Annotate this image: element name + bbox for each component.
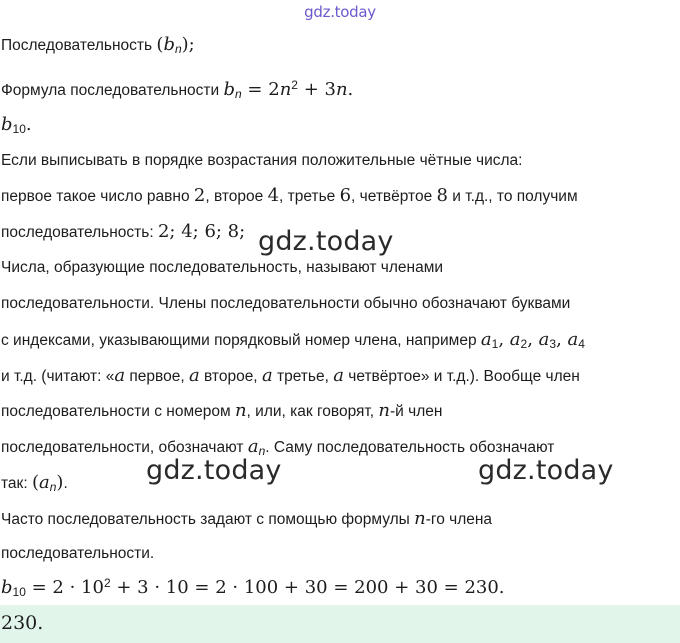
text: четвёртое» и т.д.). Вообще член <box>343 368 580 385</box>
answer-value: 230. <box>1 612 44 634</box>
math: a <box>509 329 521 350</box>
math: + 3 <box>297 79 336 100</box>
math-sub: n <box>49 480 57 494</box>
math-sup: 2 <box>103 576 111 590</box>
text: Если выписывать в порядке возрастания положительные чётные числа: <box>1 152 523 169</box>
math-sub: 4 <box>578 337 585 351</box>
text: второе, <box>199 368 262 385</box>
paragraph-line <box>1 509 492 530</box>
math: . <box>25 114 32 135</box>
math: a <box>567 329 579 350</box>
math: a <box>480 329 492 350</box>
text: третье, <box>272 368 334 385</box>
math: n <box>279 79 292 100</box>
math: + 3 · 10 = 2 · 100 + 30 = 200 + 30 = 230. <box>110 577 505 598</box>
text: первое, <box>125 368 189 385</box>
math: , <box>498 329 510 350</box>
math: n <box>378 400 391 421</box>
math: 4 <box>267 185 280 206</box>
math-sub: 10 <box>12 122 26 136</box>
paragraph-line <box>1 401 442 422</box>
math: 8 <box>436 185 448 206</box>
sequence-intro <box>1 35 195 56</box>
target-term <box>1 115 32 136</box>
text: Числа, образующие последовательность, называют членами <box>1 259 444 276</box>
text: . <box>63 475 68 492</box>
math: , <box>556 329 568 350</box>
text: , третье <box>279 188 340 205</box>
answer-box <box>0 605 680 643</box>
watermark: gdz.today <box>146 455 282 486</box>
math: b <box>1 114 13 135</box>
math: 6 <box>339 185 352 206</box>
text: -й член <box>390 403 443 420</box>
text: -го члена <box>425 511 493 528</box>
paragraph-line <box>1 330 585 351</box>
math: 2 <box>193 185 206 206</box>
paragraph-line <box>1 294 570 314</box>
math: = 2 · 10 <box>25 577 104 598</box>
math: b <box>163 34 175 55</box>
math: = 2 <box>241 79 280 100</box>
math-sub: n <box>258 444 266 458</box>
math: a <box>333 365 344 386</box>
math: a <box>538 329 550 350</box>
math-sub: n <box>235 87 242 101</box>
text: и т.д. (читают: « <box>1 368 115 385</box>
text: последовательности, обозначают <box>1 439 248 456</box>
solution-formula <box>1 578 505 599</box>
math: a <box>114 365 126 386</box>
paragraph-line <box>1 186 578 207</box>
text: последовательности. <box>1 545 155 562</box>
text: последовательность: <box>1 224 158 241</box>
math: a <box>261 365 273 386</box>
math: n <box>414 508 426 529</box>
watermark: gdz.today <box>478 455 614 486</box>
math: b <box>223 79 236 100</box>
paragraph-line <box>1 366 580 387</box>
paragraph-line <box>1 544 154 564</box>
math: . <box>347 79 354 100</box>
math: n <box>335 79 348 100</box>
math-sup: 2 <box>291 78 298 92</box>
math: , <box>527 329 539 350</box>
math: a <box>38 472 50 493</box>
text: последовательности. Члены последовательности обычно обозначают буквами <box>1 295 571 312</box>
math-sub: 3 <box>549 337 557 351</box>
math: b <box>1 577 13 598</box>
paragraph-line <box>1 473 68 494</box>
math-sub: 10 <box>12 585 26 599</box>
formula-line <box>1 80 353 101</box>
watermark-top: gdz.today <box>304 3 376 21</box>
text: , или, как говорят, <box>246 403 379 420</box>
text: так: <box>1 475 32 492</box>
text: с индексами, указывающими порядковый номер члена, например <box>1 332 481 349</box>
math: a <box>247 436 259 457</box>
math: a <box>188 365 200 386</box>
math: ( <box>156 34 164 55</box>
math: n <box>234 400 247 421</box>
paragraph-line <box>1 151 522 171</box>
math: 2; 4; 6; 8; <box>157 221 246 242</box>
text: первое такое число равно <box>1 188 194 205</box>
math: ); <box>181 34 195 55</box>
watermark: gdz.today <box>258 226 394 257</box>
text: Последовательность <box>1 37 157 54</box>
paragraph-line <box>1 222 245 243</box>
text: последовательности с номером <box>1 403 235 420</box>
text: Формула последовательности <box>1 82 224 99</box>
math: ) <box>56 472 64 493</box>
text: , четвёртое <box>351 188 437 205</box>
text: Часто последовательность задают с помощью формулы <box>1 511 415 528</box>
math-sub: n <box>174 42 182 56</box>
text: . Саму последовательность обозначают <box>265 439 555 456</box>
text: , второе <box>205 188 268 205</box>
math-sub: 1 <box>491 337 499 351</box>
math-sub: 2 <box>520 337 528 351</box>
text: и т.д., то получим <box>447 188 578 205</box>
math: ( <box>31 472 39 493</box>
paragraph-line <box>1 258 443 278</box>
